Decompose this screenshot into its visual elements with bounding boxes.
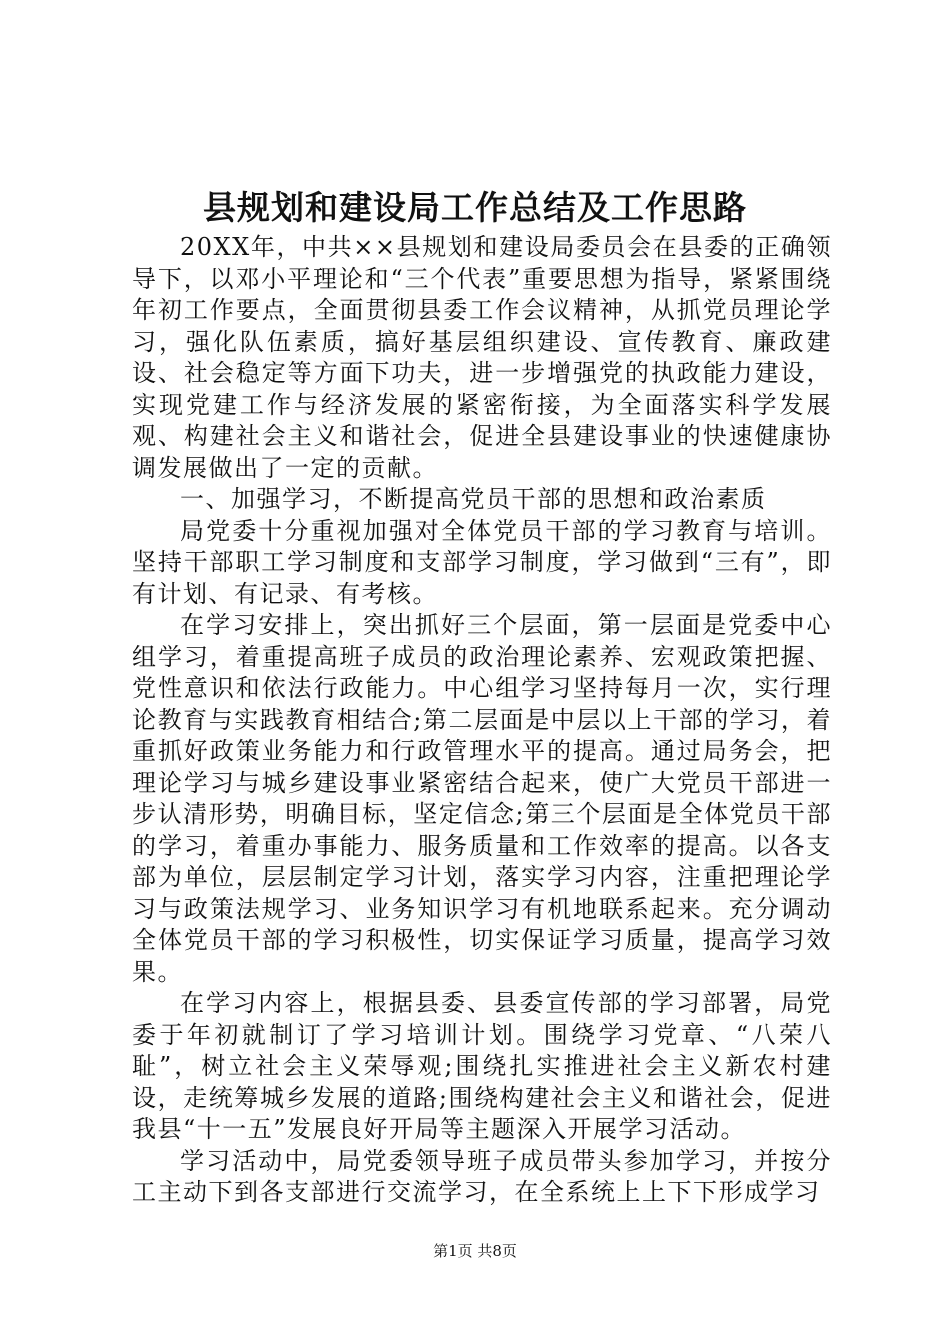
paragraph-study-system: 局党委十分重视加强对全体党员干部的学习教育与培训。坚持干部职工学习制度和支部学习制度，学习做到“三有”，即有计划、有记录、有考核。 (132, 516, 832, 608)
section-heading-1: 一、加强学习，不断提高党员干部的思想和政治素质 (180, 485, 767, 513)
document-title: 县规划和建设局工作总结及工作思路 (203, 188, 747, 227)
page-footer: 第1页 共8页 (433, 1242, 517, 1260)
paragraph-study-activities: 学习活动中，局党委领导班子成员带头参加学习，并按分工主动下到各支部进行交流学习，在全系统上上下下形成学习 (132, 1146, 832, 1206)
document-body (132, 232, 832, 1209)
paragraph-study-arrangement: 在学习安排上，突出抓好三个层面，第一层面是党委中心组学习，着重提高班子成员的政治理论素养、宏观政策把握、党性意识和依法行政能力。中心组学习坚持每月一次，实行理论教育与实践教育相结合;第二层面是中层以上干部的学习，着重抓好政策业务能力和行政管理水平的提高。通过局务会，把理论学习与城乡建设事业紧密结合起来，使广大党员干部进一步认清形势，明确目标，坚定信念;第三个层面是全体党员干部的学习，着重办事能力、服务质量和工作效率的提高。以各支部为单位，层层制定学习计划，落实学习内容，注重把理论学习与政策法规学习、业务知识学习有机地联系起来。充分调动全体党员干部的学习积极性，切实保证学习质量，提高学习效果。 (132, 611, 832, 986)
paragraph-study-content: 在学习内容上，根据县委、县委宣传部的学习部署，局党委于年初就制订了学习培训计划。围绕学习党章、“八荣八耻”，树立社会主义荣辱观;围绕扎实推进社会主义新农村建设，走统筹城乡发展的道路;围绕构建社会主义和谐社会，促进我县“十一五”发展良好开局等主题深入开展学习活动。 (132, 989, 832, 1143)
paragraph-intro: 20XX年，中共××县规划和建设局委员会在县委的正确领导下，以邓小平理论和“三个代表”重要思想为指导，紧紧围绕年初工作要点，全面贯彻县委工作会议精神，从抓党员理论学习，强化队伍素质，搞好基层组织建设、宣传教育、廉政建设、社会稳定等方面下功夫，进一步增强党的执政能力建设，实现党建工作与经济发展的紧密衔接，为全面落实科学发展观、构建社会主义和谐社会，促进全县建设事业的快速健康协调发展做出了一定的贡献。 (132, 233, 832, 482)
